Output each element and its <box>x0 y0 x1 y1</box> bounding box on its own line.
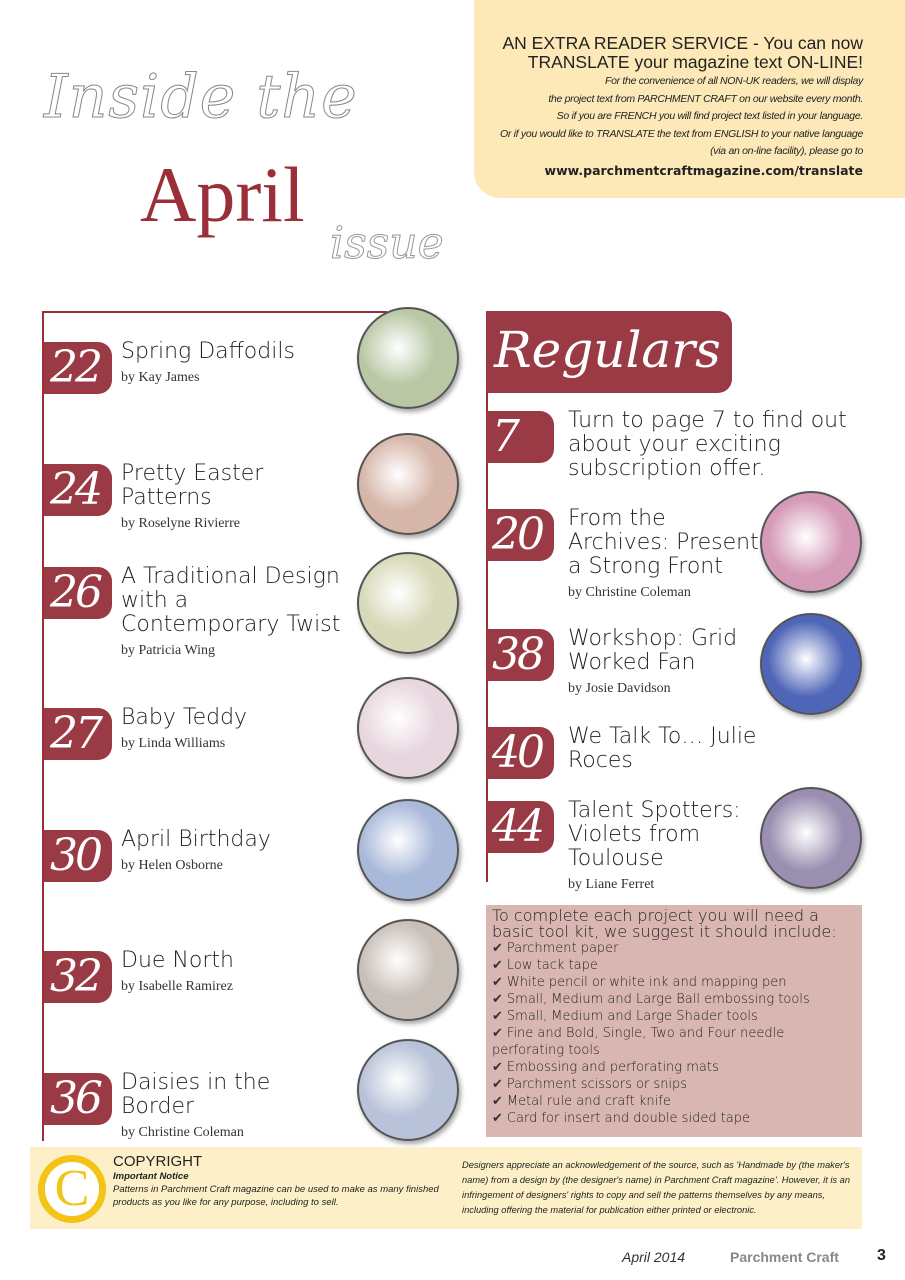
page-number-badge: 38 <box>486 629 554 681</box>
regular-entry[interactable] <box>568 409 848 481</box>
notice-line: (via an on-line facility), please go to <box>710 145 863 157</box>
project-author: by Linda Williams <box>121 736 226 751</box>
project-author: by Kay James <box>121 370 200 385</box>
project-entry[interactable] <box>121 949 346 995</box>
page-number-badge: 30 <box>44 830 112 882</box>
check-icon: ✔ <box>492 1009 503 1024</box>
regulars-heading: Regulars <box>486 311 732 393</box>
regular-author: by Liane Ferret <box>568 877 655 892</box>
page-number-badge: 27 <box>44 708 112 760</box>
toolkit-box <box>486 905 862 1137</box>
toolkit-item-label: Small, Medium and Large Shader tools <box>506 1009 758 1024</box>
copyright-subheading: Important Notice <box>113 1171 189 1182</box>
notice-line: For the convenience of all NON-UK readers, we will display <box>604 75 863 87</box>
regular-title: Talent Spotters: Violets from Toulouse <box>568 798 741 871</box>
header-april: April <box>140 151 305 238</box>
toolkit-item <box>492 1093 856 1110</box>
project-entry[interactable] <box>121 1071 346 1141</box>
translate-notice <box>474 0 905 198</box>
page-number-badge: 36 <box>44 1073 112 1125</box>
toolkit-item <box>492 1008 856 1025</box>
toolkit-item-label: Metal rule and craft knife <box>506 1094 671 1109</box>
project-author: by Helen Osborne <box>121 858 223 873</box>
page-number-badge: 24 <box>44 464 112 516</box>
project-title: Due North <box>121 948 234 973</box>
page-number-badge: 26 <box>44 567 112 619</box>
copyright-notice <box>113 1154 443 1209</box>
translate-url[interactable]: www.parchmentcraftmagazine.com/translate <box>544 162 863 178</box>
toolkit-item <box>492 940 856 957</box>
project-author: by Patricia Wing <box>121 643 216 658</box>
notice-line: the project text from PARCHMENT CRAFT on our website every month. <box>548 92 863 105</box>
check-icon: ✔ <box>492 975 503 990</box>
page-number-badge: 44 <box>486 801 554 853</box>
regular-entry[interactable] <box>568 725 763 773</box>
page-number-badge: 7 <box>486 411 554 463</box>
check-icon: ✔ <box>492 992 503 1007</box>
regular-title: From the Archives: Present a Strong Front <box>568 506 759 579</box>
toolkit-item-label: Embossing and perforating mats <box>506 1060 719 1075</box>
check-icon: ✔ <box>492 958 503 973</box>
notice-line: Or if you would like to TRANSLATE the text from ENGLISH to your native language <box>499 127 863 140</box>
regular-entry[interactable] <box>568 799 763 893</box>
copyright-text: Patterns in Parchment Craft magazine can be used to make as many finished products as you like for any purpose, including to sell. <box>113 1184 439 1208</box>
regular-title: We Talk To… Julie Roces <box>568 724 757 773</box>
toolkit-list <box>492 940 856 1127</box>
regular-title: Turn to page 7 to find out about your exciting subscription offer. <box>568 408 847 481</box>
header-inside-the: Inside the <box>44 62 358 132</box>
page-number-badge: 20 <box>486 509 554 561</box>
project-title: Spring Daffodils <box>121 339 295 364</box>
regular-author: by Christine Coleman <box>568 585 691 600</box>
toolkit-item <box>492 991 856 1008</box>
check-icon: ✔ <box>492 1060 503 1075</box>
project-entry[interactable] <box>121 340 346 386</box>
footer-magazine: Parchment Craft <box>730 1249 839 1265</box>
project-thumbnail <box>357 433 459 535</box>
notice-line: So if you are FRENCH you will find project text listed in your language. <box>556 110 863 122</box>
project-author: by Roselyne Rivierre <box>121 516 240 531</box>
regular-author: by Josie Davidson <box>568 681 671 696</box>
copyright-icon: C <box>38 1155 106 1223</box>
check-icon: ✔ <box>492 1077 503 1092</box>
project-title: Pretty Easter Patterns <box>121 461 264 510</box>
toolkit-item <box>492 1110 856 1127</box>
toolkit-item <box>492 957 856 974</box>
regular-thumbnail <box>760 787 862 889</box>
toolkit-item-label: Parchment scissors or snips <box>506 1077 688 1092</box>
notice-heading-2: TRANSLATE your magazine text ON-LINE! <box>527 52 863 72</box>
project-thumbnail <box>357 1039 459 1141</box>
project-title: A Traditional Design with a Contemporary Twist <box>121 564 341 637</box>
project-entry[interactable] <box>121 828 346 874</box>
project-title: Daisies in the Border <box>121 1070 271 1119</box>
check-icon: ✔ <box>492 1094 503 1109</box>
page-number-badge: 32 <box>44 951 112 1003</box>
project-author: by Christine Coleman <box>121 1125 244 1140</box>
footer-date: April 2014 <box>622 1249 686 1265</box>
regular-entry[interactable] <box>568 627 763 697</box>
toolkit-item-label: White pencil or white ink and mapping pen <box>506 975 787 990</box>
regular-title: Workshop: Grid Worked Fan <box>568 626 738 675</box>
toolkit-item <box>492 974 856 991</box>
toolkit-item-label: Fine and Bold, Single, Two and Four needle perforating tools <box>492 1026 785 1058</box>
toolkit-heading: To complete each project you will need a basic tool kit, we suggest it should include: <box>492 906 837 941</box>
project-thumbnail <box>357 552 459 654</box>
toolkit-item <box>492 1025 856 1059</box>
regular-entry[interactable] <box>568 507 763 601</box>
check-icon: ✔ <box>492 941 503 956</box>
page-number-badge: 40 <box>486 727 554 779</box>
project-thumbnail <box>357 677 459 779</box>
header-issue: issue <box>330 218 444 269</box>
page-number-badge: 22 <box>44 342 112 394</box>
project-author: by Isabelle Ramirez <box>121 979 233 994</box>
project-title: April Birthday <box>121 827 271 852</box>
regular-thumbnail <box>760 613 862 715</box>
copyright-heading: COPYRIGHT <box>113 1153 203 1170</box>
toolkit-item <box>492 1059 856 1076</box>
project-thumbnail <box>357 799 459 901</box>
notice-heading-1: AN EXTRA READER SERVICE - You can now <box>502 33 863 53</box>
copyright-text-2: Designers appreciate an acknowledgement of the source, such as 'Handmade by (the maker's name) from a design by (the designer's name) in Parchment Craft magazine'. However, it is an infringement of designers' rights to copy and sell the patterns themselves by any means, including offering the material for publication either printed or electronic. <box>462 1160 850 1215</box>
check-icon: ✔ <box>492 1026 503 1041</box>
toolkit-item <box>492 1076 856 1093</box>
project-thumbnail <box>357 919 459 1021</box>
toolkit-item-label: Parchment paper <box>506 941 619 956</box>
check-icon: ✔ <box>492 1111 503 1126</box>
project-thumbnail <box>357 307 459 409</box>
project-entry[interactable] <box>121 706 346 752</box>
toolkit-item-label: Low tack tape <box>506 958 598 973</box>
toolkit-item-label: Card for insert and double sided tape <box>506 1111 751 1126</box>
toolkit-item-label: Small, Medium and Large Ball embossing tools <box>506 992 810 1007</box>
project-entry[interactable] <box>121 462 346 532</box>
project-title: Baby Teddy <box>121 705 248 730</box>
project-entry[interactable] <box>121 565 346 659</box>
regular-thumbnail <box>760 491 862 593</box>
footer-page-number: 3 <box>877 1247 886 1264</box>
